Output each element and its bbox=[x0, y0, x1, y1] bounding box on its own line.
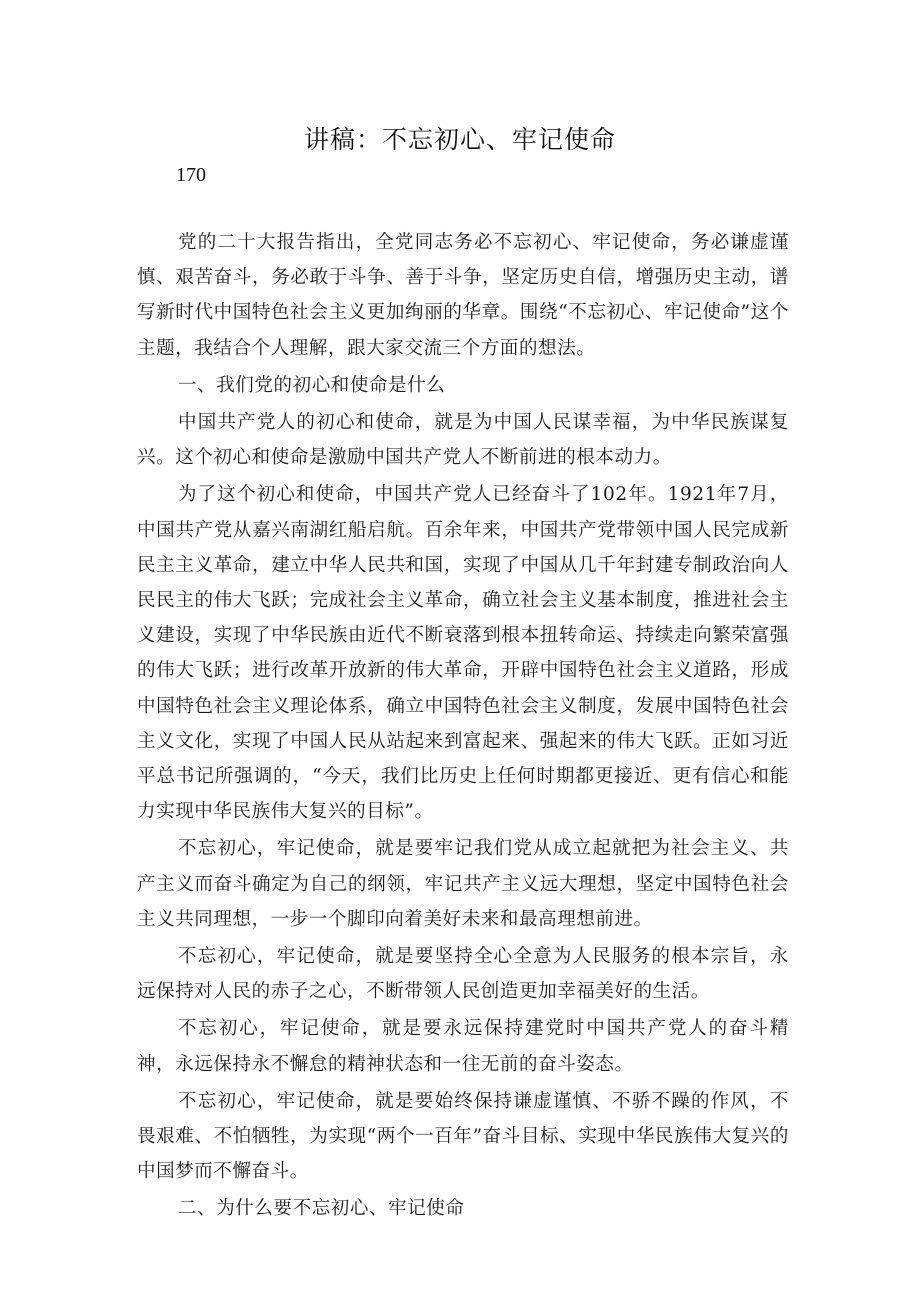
paragraph: 中国共产党人的初心和使命，就是为中国人民谋幸福，为中华民族谋复兴。这个初心和使命是激励中国共产党人不断前进的根本动力。 bbox=[137, 412, 789, 469]
section-heading-1: 一、我们党的初心和使命是什么 bbox=[178, 374, 446, 396]
document-number: 170 bbox=[176, 164, 206, 186]
paragraph: 不忘初心，牢记使命，就是要坚持全心全意为人民服务的根本宗旨，永远保持对人民的赤子之心，不断带领人民创造更加幸福美好的生活。 bbox=[137, 946, 789, 1003]
paragraph: 为了这个初心和使命，中国共产党人已经奋斗了102年。1921年7月，中国共产党从嘉兴南湖红船启航。百余年来，中国共产党带领中国人民完成新民主主义革命，建立中华人民共和国，实现了中国从几千年封建专制政治向人民民主的伟大飞跃；完成社会主义革命，确立社会主义基本制度，推进社会主义建设，实现了中华民族由近代不断衰落到根本扭转命运、持续走向繁荣富强的伟大飞跃；进行改革开放新的伟大革命，开辟中国特色社会主义道路，形成中国特色社会主义理论体系，确立中国特色社会主义制度，发展中国特色社会主义文化，实现了中国人民从站起来到富起来、强起来的伟大飞跃。正如习近平总书记所强调的，“今天，我们比历史上任何时期都更接近、更有信心和能力实现中华民族伟大复兴的目标”。 bbox=[137, 484, 789, 823]
document-body bbox=[137, 225, 789, 1229]
paragraph: 不忘初心，牢记使命，就是要永远保持建党时中国共产党人的奋斗精神，永远保持永不懈怠的精神状态和一往无前的奋斗姿态。 bbox=[137, 1018, 789, 1075]
paragraph: 不忘初心，牢记使命，就是要始终保持谦虚谨慎、不骄不躁的作风，不畏艰难、不怕牺牲，为实现“两个一百年”奋斗目标、实现中华民族伟大复兴的中国梦而不懈奋斗。 bbox=[137, 1090, 789, 1183]
paragraph-intro: 党的二十大报告指出，全党同志务必不忘初心、牢记使命，务必谦虚谨慎、艰苦奋斗，务必敢于斗争、善于斗争，坚定历史自信，增强历史主动，谱写新时代中国特色社会主义更加绚丽的华章。围绕“不忘初心、牢记使命”这个主题，我结合个人理解，跟大家交流三个方面的想法。 bbox=[137, 232, 789, 359]
document-title: 讲稿：不忘初心、牢记使命 bbox=[303, 125, 616, 154]
section-heading-2: 二、为什么要不忘初心、牢记使命 bbox=[178, 1198, 465, 1220]
paragraph: 不忘初心，牢记使命，就是要牢记我们党从成立起就把为社会主义、共产主义而奋斗确定为自己的纲领，牢记共产主义远大理想，坚定中国特色社会主义共同理想，一步一个脚印向着美好未来和最高理想前进。 bbox=[137, 838, 789, 930]
